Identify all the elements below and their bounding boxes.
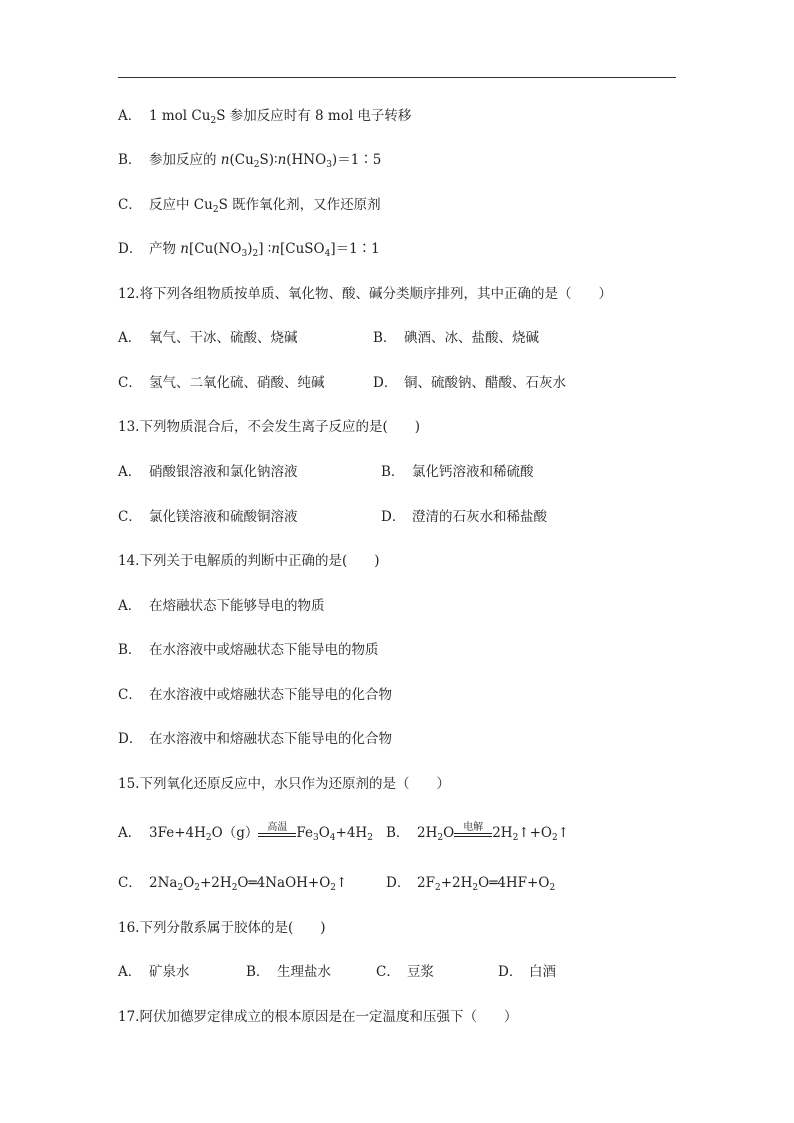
double-line-equals-sign (454, 821, 492, 841)
question-13-stem: 13.下列物质混合后，不会发生离子反应的是( ) (118, 419, 421, 435)
option-label: B． (386, 825, 410, 841)
reaction-condition: 高温 (267, 821, 288, 833)
option-label: B． (118, 152, 142, 168)
q12-option-a: A． 氧气、干冰、硫酸、烧碱 (118, 326, 298, 346)
option-label: A． (118, 464, 142, 480)
option-label: C． (118, 509, 142, 525)
option-label: D． (381, 509, 406, 525)
question-16-stem: 16.下列分散系属于胶体的是( ) (118, 920, 326, 936)
q13-option-d: D． 澄清的石灰水和稀盐酸 (381, 505, 547, 525)
option-label: A． (118, 598, 142, 614)
q13-option-b: B． 氯化钙溶液和稀硫酸 (381, 460, 534, 480)
q11-option-c: C． 反应中 $Cu_2S$ 既作氧化剂，又作还原剂 (118, 193, 381, 213)
option-label: C． (118, 875, 142, 891)
option-label: A． (118, 825, 142, 841)
q13-option-a: A． 硝酸银溶液和氯化钠溶液 (118, 460, 298, 480)
q12-option-c: C． 氢气、二氧化硫、硝酸、纯碱 (118, 371, 325, 391)
option-label: D． (498, 964, 523, 980)
question-14-stem: 14.下列关于电解质的判断中正确的是( ) (118, 553, 380, 569)
option-label: B． (373, 330, 397, 346)
question-15-stem: 15.下列氧化还原反应中，水只作为还原剂的是（ ） (118, 776, 450, 792)
q11-option-a: A． 1 mol $Cu_2S$ 参加反应时有 8 mol 电子转移 (118, 104, 411, 124)
q15-option-a: A． $3Fe+4H_2O(g)$ 高温 $Fe_3O_4+4H_2$ (118, 821, 373, 841)
header-rule (118, 77, 676, 78)
q15-option-d: D． $2F_2+2H_2O═4HF+O_2$ (386, 871, 555, 891)
option-label: C． (118, 197, 142, 213)
q16-option-c: C． 豆浆 (376, 960, 434, 980)
q11-option-b: B． 参加反应的 $n(Cu_2S)∶n(HNO_3)=1∶5$ (118, 148, 381, 168)
q16-option-a: A． 矿泉水 (118, 960, 190, 980)
option-label: A． (118, 330, 142, 346)
option-label: B． (246, 964, 270, 980)
q14-option-b: B． 在水溶液中或熔融状态下能导电的物质 (118, 638, 379, 658)
q13-option-c: C． 氯化镁溶液和硫酸铜溶液 (118, 505, 298, 525)
option-label: C． (118, 687, 142, 703)
q16-option-d: D． 白酒 (498, 960, 556, 980)
reaction-condition: 电解 (463, 821, 484, 833)
q14-option-c: C． 在水溶液中或熔融状态下能导电的化合物 (118, 683, 392, 703)
q15-option-c: C． $2Na_2O_2+2H_2O═4NaOH+O_2↑$ (118, 871, 347, 891)
option-label: B． (381, 464, 405, 480)
option-label: B． (118, 642, 142, 658)
q16-option-b: B． 生理盐水 (246, 960, 331, 980)
double-line-equals-sign (258, 821, 296, 841)
q14-option-a: A． 在熔融状态下能够导电的物质 (118, 594, 325, 614)
q12-option-d: D． 铜、硫酸钠、醋酸、石灰水 (373, 371, 566, 391)
option-label: D． (118, 241, 143, 257)
option-label: D． (118, 731, 143, 747)
option-label: A． (118, 108, 142, 124)
q12-option-b: B． 碘酒、冰、盐酸、烧碱 (373, 326, 539, 346)
option-label: D． (373, 375, 398, 391)
q14-option-d: D． 在水溶液中和熔融状态下能导电的化合物 (118, 727, 392, 747)
option-label: C． (376, 964, 400, 980)
question-12-stem: 12.将下列各组物质按单质、氧化物、酸、碱分类顺序排列，其中正确的是（ ） (118, 286, 612, 302)
q15-option-b: B． $2H_2O$ 电解 $2H_2↑+O_2↑$ (386, 821, 569, 841)
question-17-stem: 17.阿伏加德罗定律成立的根本原因是在一定温度和压强下（ ） (118, 1009, 518, 1025)
q11-option-d: D． 产物 $n[Cu(NO_3)_2]$ ∶n[CuSO$_4$]＝1∶1 (118, 237, 380, 257)
option-label: A． (118, 964, 142, 980)
option-label: D． (386, 875, 411, 891)
option-label: C． (118, 375, 142, 391)
